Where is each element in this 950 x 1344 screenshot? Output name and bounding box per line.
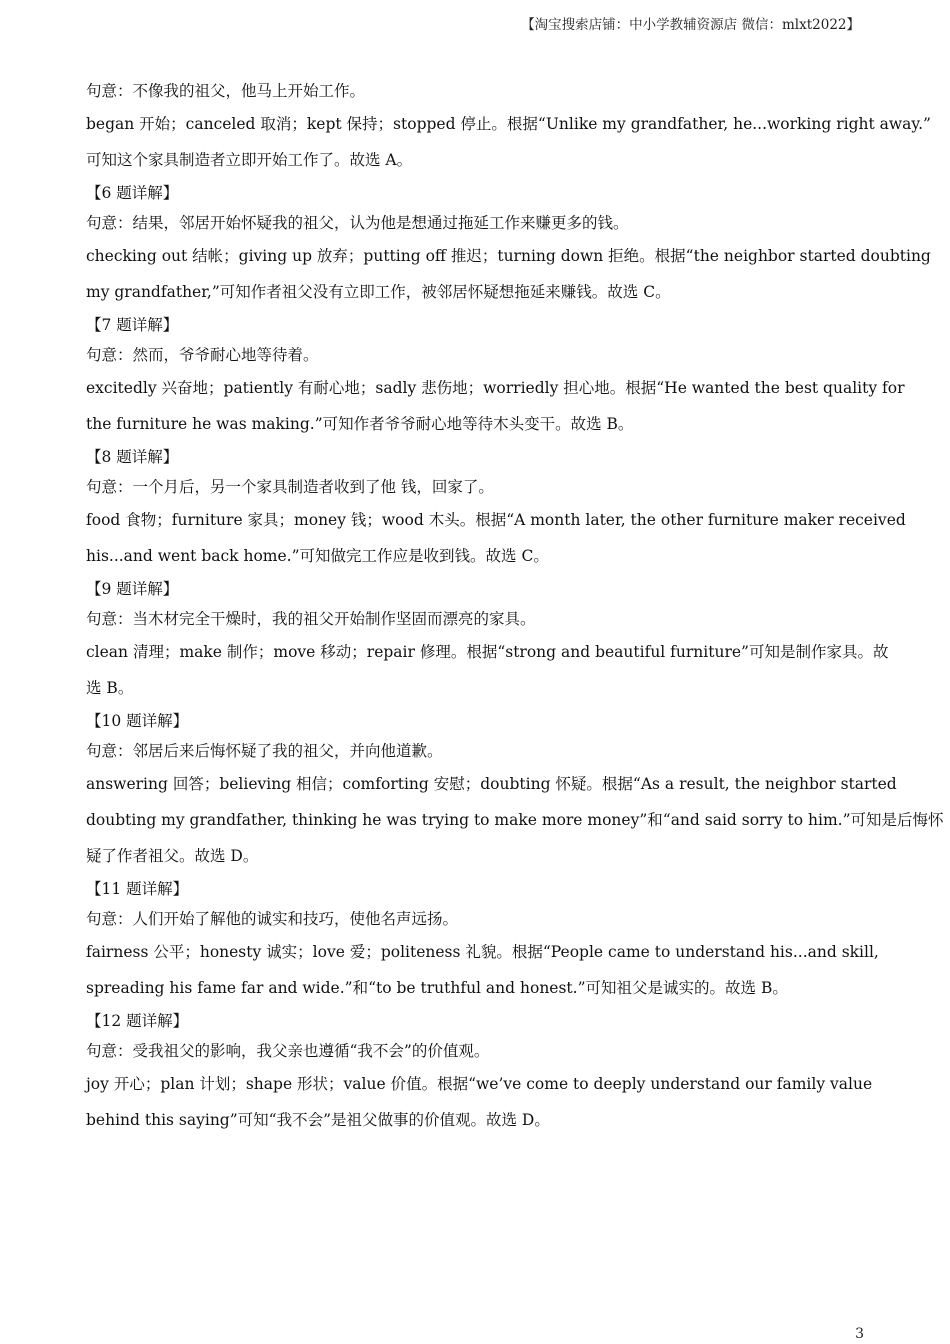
text-line: food 食物；furniture 家具；money 钱；wood 木头。根据“A month later, the other furniture maker received: [86, 511, 906, 529]
text-line: 句意：邻居后来后悔怀疑了我的祖父，并向他道歉。: [86, 742, 443, 760]
section-heading: 【9 题详解】: [86, 580, 179, 598]
text-line: 句意：人们开始了解他的诚实和技巧，使他名声远扬。: [86, 910, 459, 928]
page-header: 【淘宝搜索店铺：中小学教辅资源店 微信：mlxt2022】: [521, 17, 860, 33]
text-line: his...and went back home.”可知做完工作应是收到钱。故选 C。: [86, 547, 549, 565]
text-line: 疑了作者祖父。故选 D。: [86, 847, 259, 865]
section-heading: 【6 题详解】: [86, 184, 179, 202]
text-line: 句意：然而，爷爷耐心地等待着。: [86, 346, 319, 364]
section-heading: 【8 题详解】: [86, 448, 179, 466]
text-line: clean 清理；make 制作；move 移动；repair 修理。根据“strong and beautiful furniture”可知是制作家具。故: [86, 643, 889, 661]
text-line: joy 开心；plan 计划；shape 形状；value 价值。根据“we’ve come to deeply understand our family value: [86, 1075, 873, 1093]
text-line: doubting my grandfather, thinking he was trying to make more money”和“and said sorry to him.”可知是后悔怀: [86, 811, 944, 829]
text-line: 句意：一个月后，另一个家具制造者收到了他 钱，回家了。: [86, 478, 494, 496]
text-line: began 开始；canceled 取消；kept 保持；stopped 停止。根据“Unlike my grandfather, he...working right away.”: [86, 115, 931, 133]
text-line: 可知这个家具制造者立即开始工作了。故选 A。: [86, 151, 413, 169]
page-number: 3: [855, 1326, 864, 1342]
text-line: answering 回答；believing 相信；comforting 安慰；doubting 怀疑。根据“As a result, the neighbor started: [86, 775, 897, 793]
text-line: 选 B。: [86, 679, 134, 697]
section-heading: 【7 题详解】: [86, 316, 179, 334]
section-heading: 【10 题详解】: [86, 712, 189, 730]
text-line: spreading his fame far and wide.”和“to be truthful and honest.”可知祖父是诚实的。故选 B。: [86, 979, 788, 997]
text-line: 句意：结果，邻居开始怀疑我的祖父，认为他是想通过拖延工作来赚更多的钱。: [86, 214, 629, 232]
section-heading: 【11 题详解】: [86, 880, 189, 898]
text-line: 句意：不像我的祖父，他马上开始工作。: [86, 82, 366, 100]
text-line: 句意：当木材完全干燥时，我的祖父开始制作坚固而漂亮的家具。: [86, 610, 536, 628]
document-body: [86, 76, 944, 1138]
text-line: behind this saying”可知“我不会”是祖父做事的价值观。故选 D。: [86, 1111, 550, 1129]
text-line: checking out 结帐；giving up 放弃；putting off 推迟；turning down 拒绝。根据“the neighbor started doubting: [86, 247, 931, 265]
text-line: excitedly 兴奋地；patiently 有耐心地；sadly 悲伤地；worriedly 担心地。根据“He wanted the best quality for: [86, 379, 905, 397]
section-heading: 【12 题详解】: [86, 1012, 189, 1030]
text-line: fairness 公平；honesty 诚实；love 爱；politeness 礼貌。根据“People came to understand his...and skill,: [86, 943, 879, 961]
text-line: 句意：受我祖父的影响，我父亲也遵循“我不会”的价值观。: [86, 1042, 490, 1060]
text-line: the furniture he was making.”可知作者爷爷耐心地等待木头变干。故选 B。: [86, 415, 634, 433]
text-line: my grandfather,”可知作者祖父没有立即工作，被邻居怀疑想拖延来赚钱。故选 C。: [86, 283, 671, 301]
